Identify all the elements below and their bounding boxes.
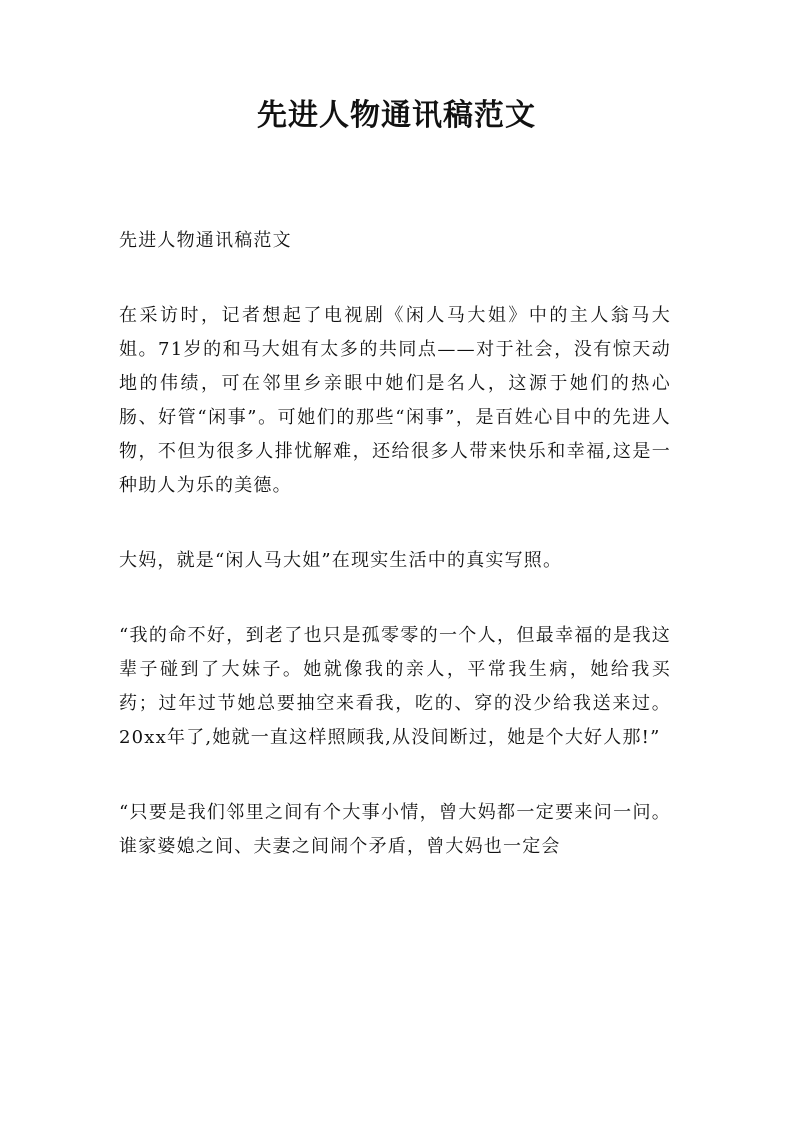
document-body	[119, 224, 671, 905]
body-paragraph: 大妈，就是“闲人马大姐”在现实生活中的真实写照。	[119, 550, 563, 571]
quote-paragraph: “我的命不好，到老了也只是孤零零的一个人，但最幸福的是我这辈子碰到了大妹子。她就像我的亲人，平常我生病，她给我买药；过年过节她总要抽空来看我，吃的、穿的没少给我送来过。20xx年了,她就一直这样照顾我,从没间断过，她是个大好人那!”	[119, 625, 671, 748]
body-paragraph: 在采访时，记者想起了电视剧《闲人马大姐》中的主人翁马大姐。71岁的和马大姐有太多的共同点——对于社会，没有惊天动地的伟绩，可在邻里乡亲眼中她们是名人，这源于她们的热心肠、好管“闲事”。可她们的那些“闲事”，是百姓心目中的先进人物，不但为很多人排忧解难，还给很多人带来快乐和幸福,这是一种助人为乐的美德。	[119, 305, 671, 496]
document-title: 先进人物通讯稿范文	[257, 98, 536, 133]
subtitle-paragraph: 先进人物通讯稿范文	[119, 230, 292, 251]
quote-paragraph: “只要是我们邻里之间有个大事小情，曾大妈都一定要来问一问。谁家婆媳之间、夫妻之间闹个矛盾，曾大妈也一定会	[119, 802, 671, 857]
